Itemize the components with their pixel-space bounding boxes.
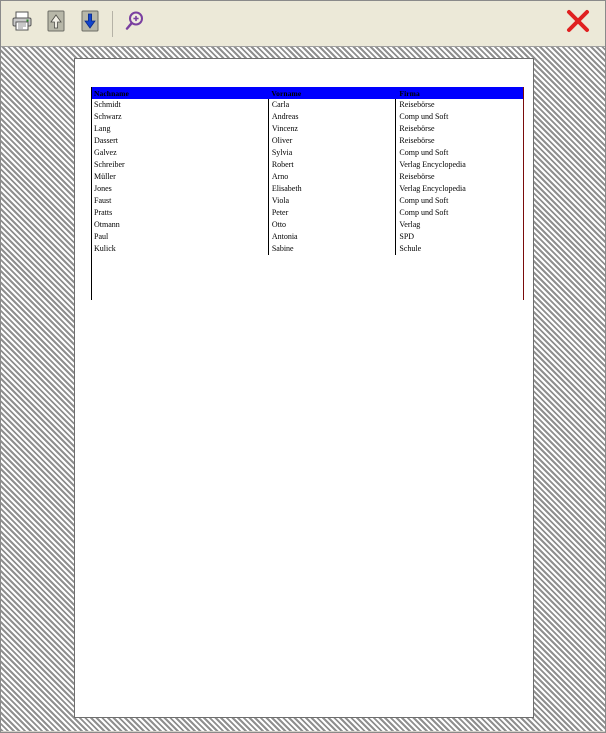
- cell-nachname: Müller: [91, 171, 268, 183]
- table-row: [91, 135, 524, 147]
- arrow-up-icon: [45, 9, 67, 38]
- table-row: [91, 147, 524, 159]
- table-header-row: [91, 87, 524, 99]
- table-row: [91, 159, 524, 171]
- column-header-firma: Firma: [396, 87, 524, 99]
- preview-page: [74, 58, 534, 718]
- cell-firma: Reisebörse: [399, 100, 435, 109]
- cell-vorname: Robert: [268, 159, 396, 171]
- cell-vorname: Arno: [268, 171, 396, 183]
- table-row: [91, 123, 524, 135]
- cell-firma: Reisebörse: [399, 172, 435, 181]
- cell-nachname: Lang: [91, 123, 268, 135]
- cell-firma: Reisebörse: [399, 136, 435, 145]
- cell-vorname: Sabine: [268, 243, 396, 255]
- arrow-down-icon: [79, 9, 101, 38]
- cell-nachname: Dassert: [91, 135, 268, 147]
- table-row: [91, 99, 524, 111]
- close-x-icon: [564, 7, 592, 40]
- printer-icon: [10, 9, 34, 38]
- cell-nachname: Schwarz: [91, 111, 268, 123]
- table-row: [91, 183, 524, 195]
- cell-nachname: Otmann: [91, 219, 268, 231]
- cell-vorname: Antonia: [268, 231, 396, 243]
- toolbar-separator: [112, 11, 113, 37]
- cell-nachname: Paul: [91, 231, 268, 243]
- cell-firma: Comp und Soft: [399, 196, 449, 205]
- cell-firma: Comp und Soft: [399, 112, 449, 121]
- zoom-button[interactable]: [120, 9, 150, 39]
- table-body: [91, 99, 524, 255]
- cell-vorname: Oliver: [268, 135, 396, 147]
- cell-firma: Comp und Soft: [399, 148, 449, 157]
- table-row: [91, 171, 524, 183]
- column-header-nachname: Nachname: [91, 87, 268, 99]
- column-header-vorname: Vorname: [268, 87, 396, 99]
- table-row: [91, 111, 524, 123]
- cell-vorname: Peter: [268, 207, 396, 219]
- page-down-button[interactable]: [75, 9, 105, 39]
- table-row: [91, 219, 524, 231]
- cell-nachname: Kulick: [91, 243, 268, 255]
- table-row: [91, 207, 524, 219]
- magnifier-plus-icon: [123, 9, 147, 38]
- cell-nachname: Schreiber: [91, 159, 268, 171]
- cell-nachname: Galvez: [91, 147, 268, 159]
- cell-vorname: Otto: [268, 219, 396, 231]
- cell-firma: Comp und Soft: [399, 208, 449, 217]
- cell-nachname: Schmidt: [91, 99, 268, 111]
- cell-firma: Verlag Encyclopedia: [399, 184, 466, 193]
- cell-firma: Verlag: [399, 220, 421, 229]
- preview-area[interactable]: [1, 47, 605, 731]
- cell-vorname: Viola: [268, 195, 396, 207]
- table-row: [91, 195, 524, 207]
- cell-vorname: Vincenz: [268, 123, 396, 135]
- cell-firma: Verlag Encyclopedia: [399, 160, 466, 169]
- report-content: [91, 87, 524, 255]
- cell-firma: SPD: [399, 232, 415, 241]
- cell-nachname: Pratts: [91, 207, 268, 219]
- cell-firma: Schule: [399, 244, 422, 253]
- close-button[interactable]: [561, 7, 595, 41]
- cell-vorname: Elisabeth: [268, 183, 396, 195]
- table-right-rule: [523, 87, 524, 300]
- table-row: [91, 231, 524, 243]
- cell-vorname: Carla: [268, 99, 396, 111]
- table-left-rule: [91, 87, 92, 300]
- cell-vorname: Andreas: [268, 111, 396, 123]
- cell-vorname: Sylvia: [268, 147, 396, 159]
- page-up-button[interactable]: [41, 9, 71, 39]
- cell-nachname: Jones: [91, 183, 268, 195]
- report-table: [91, 87, 524, 255]
- table-row: [91, 243, 524, 255]
- print-button[interactable]: [7, 9, 37, 39]
- toolbar: [1, 1, 605, 47]
- cell-nachname: Faust: [91, 195, 268, 207]
- cell-firma: Reisebörse: [399, 124, 435, 133]
